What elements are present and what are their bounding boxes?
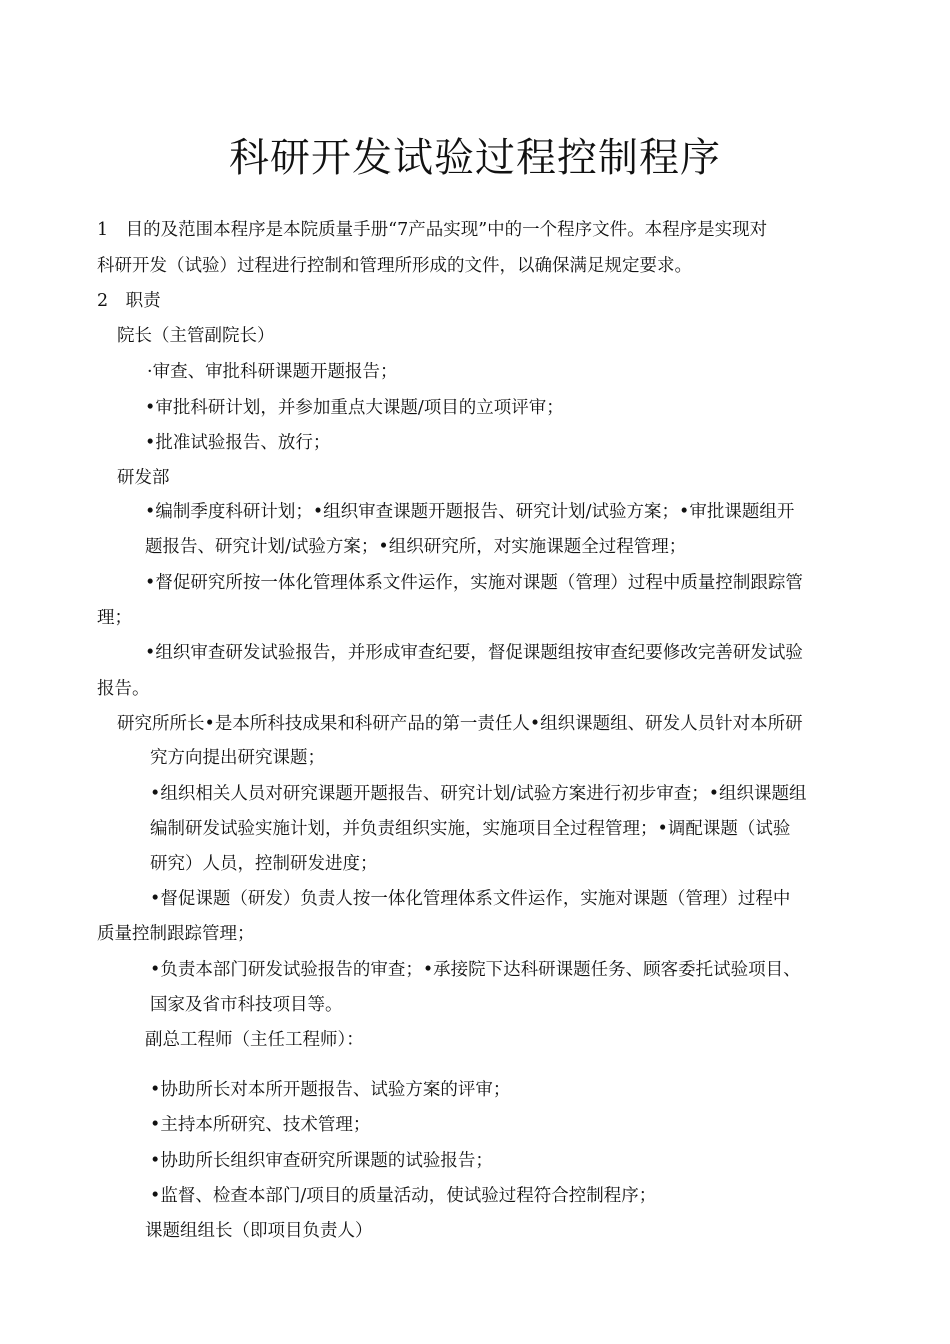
- director-duty-line: •组织相关人员对研究课题开题报告、研究计划/试验方案进行初步审查；•组织课题组: [150, 784, 807, 804]
- section-2-heading: 2 职责: [97, 291, 161, 311]
- director-duty-line: •负责本部门研发试验报告的审查；•承接院下达科研课题任务、顾客委托试验项目、: [150, 960, 801, 980]
- role-heading-rd-department: 研发部: [117, 468, 170, 488]
- role-heading-institute-director: 研究所所长•是本所科技成果和科研产品的第一责任人•组织课题组、研发人员针对本所研: [117, 714, 803, 734]
- engineer-duty-item: •监督、检查本部门/项目的质量活动，使试验过程符合控制程序；: [150, 1186, 657, 1206]
- rd-duty-line: 报告。: [97, 679, 150, 699]
- role-heading-deputy-chief-engineer: 副总工程师（主任工程师）：: [145, 1030, 364, 1050]
- director-duty-line: 质量控制跟踪管理；: [97, 924, 255, 944]
- section-1-purpose-line-1: 1 目的及范围本程序是本院质量手册“7产品实现”中的一个程序文件。本程序是实现对: [97, 220, 768, 240]
- director-duty-line: •督促课题（研发）负责人按一体化管理体系文件运作，实施对课题（管理）过程中: [150, 889, 791, 909]
- engineer-duty-item: •协助所长组织审查研究所课题的试验报告；: [150, 1151, 493, 1171]
- engineer-duty-item: •主持本所研究、技术管理；: [150, 1115, 371, 1135]
- document-title: 科研开发试验过程控制程序: [229, 135, 721, 181]
- role-heading-project-leader: 课题组组长（即项目负责人）: [145, 1221, 373, 1241]
- director-duty-line: 编制研发试验实施计划，并负责组织实施，实施项目全过程管理；•调配课题（试验: [150, 819, 791, 839]
- director-duty-line: 究方向提出研究课题；: [150, 748, 325, 768]
- rd-duty-line: •组织审查研发试验报告，并形成审查纪要，督促课题组按审查纪要修改完善研发试验: [145, 643, 803, 663]
- section-1-purpose-line-2: 科研开发（试验）过程进行控制和管理所形成的文件，以确保满足规定要求。: [97, 256, 692, 276]
- director-duty-line: 研究）人员，控制研发进度；: [150, 854, 378, 874]
- rd-duty-line: •督促研究所按一体化管理体系文件运作，实施对课题（管理）过程中质量控制跟踪管: [145, 573, 803, 593]
- rd-duty-line: •编制季度科研计划；•组织审查课题开题报告、研究计划/试验方案；•审批课题组开: [145, 502, 795, 522]
- engineer-duty-item: •协助所长对本所开题报告、试验方案的评审；: [150, 1080, 511, 1100]
- rd-duty-line: 题报告、研究计划/试验方案；•组织研究所，对实施课题全过程管理；: [145, 537, 687, 557]
- president-duty-item: •审批科研计划，并参加重点大课题/项目的立项评审；: [145, 398, 564, 418]
- role-heading-president: 院长（主管副院长）: [117, 326, 275, 346]
- president-duty-item: ·审查、审批科研课题开题报告；: [147, 362, 398, 382]
- president-duty-item: •批准试验报告、放行；: [145, 433, 331, 453]
- rd-duty-line: 理；: [97, 608, 132, 628]
- director-duty-line: 国家及省市科技项目等。: [150, 995, 343, 1015]
